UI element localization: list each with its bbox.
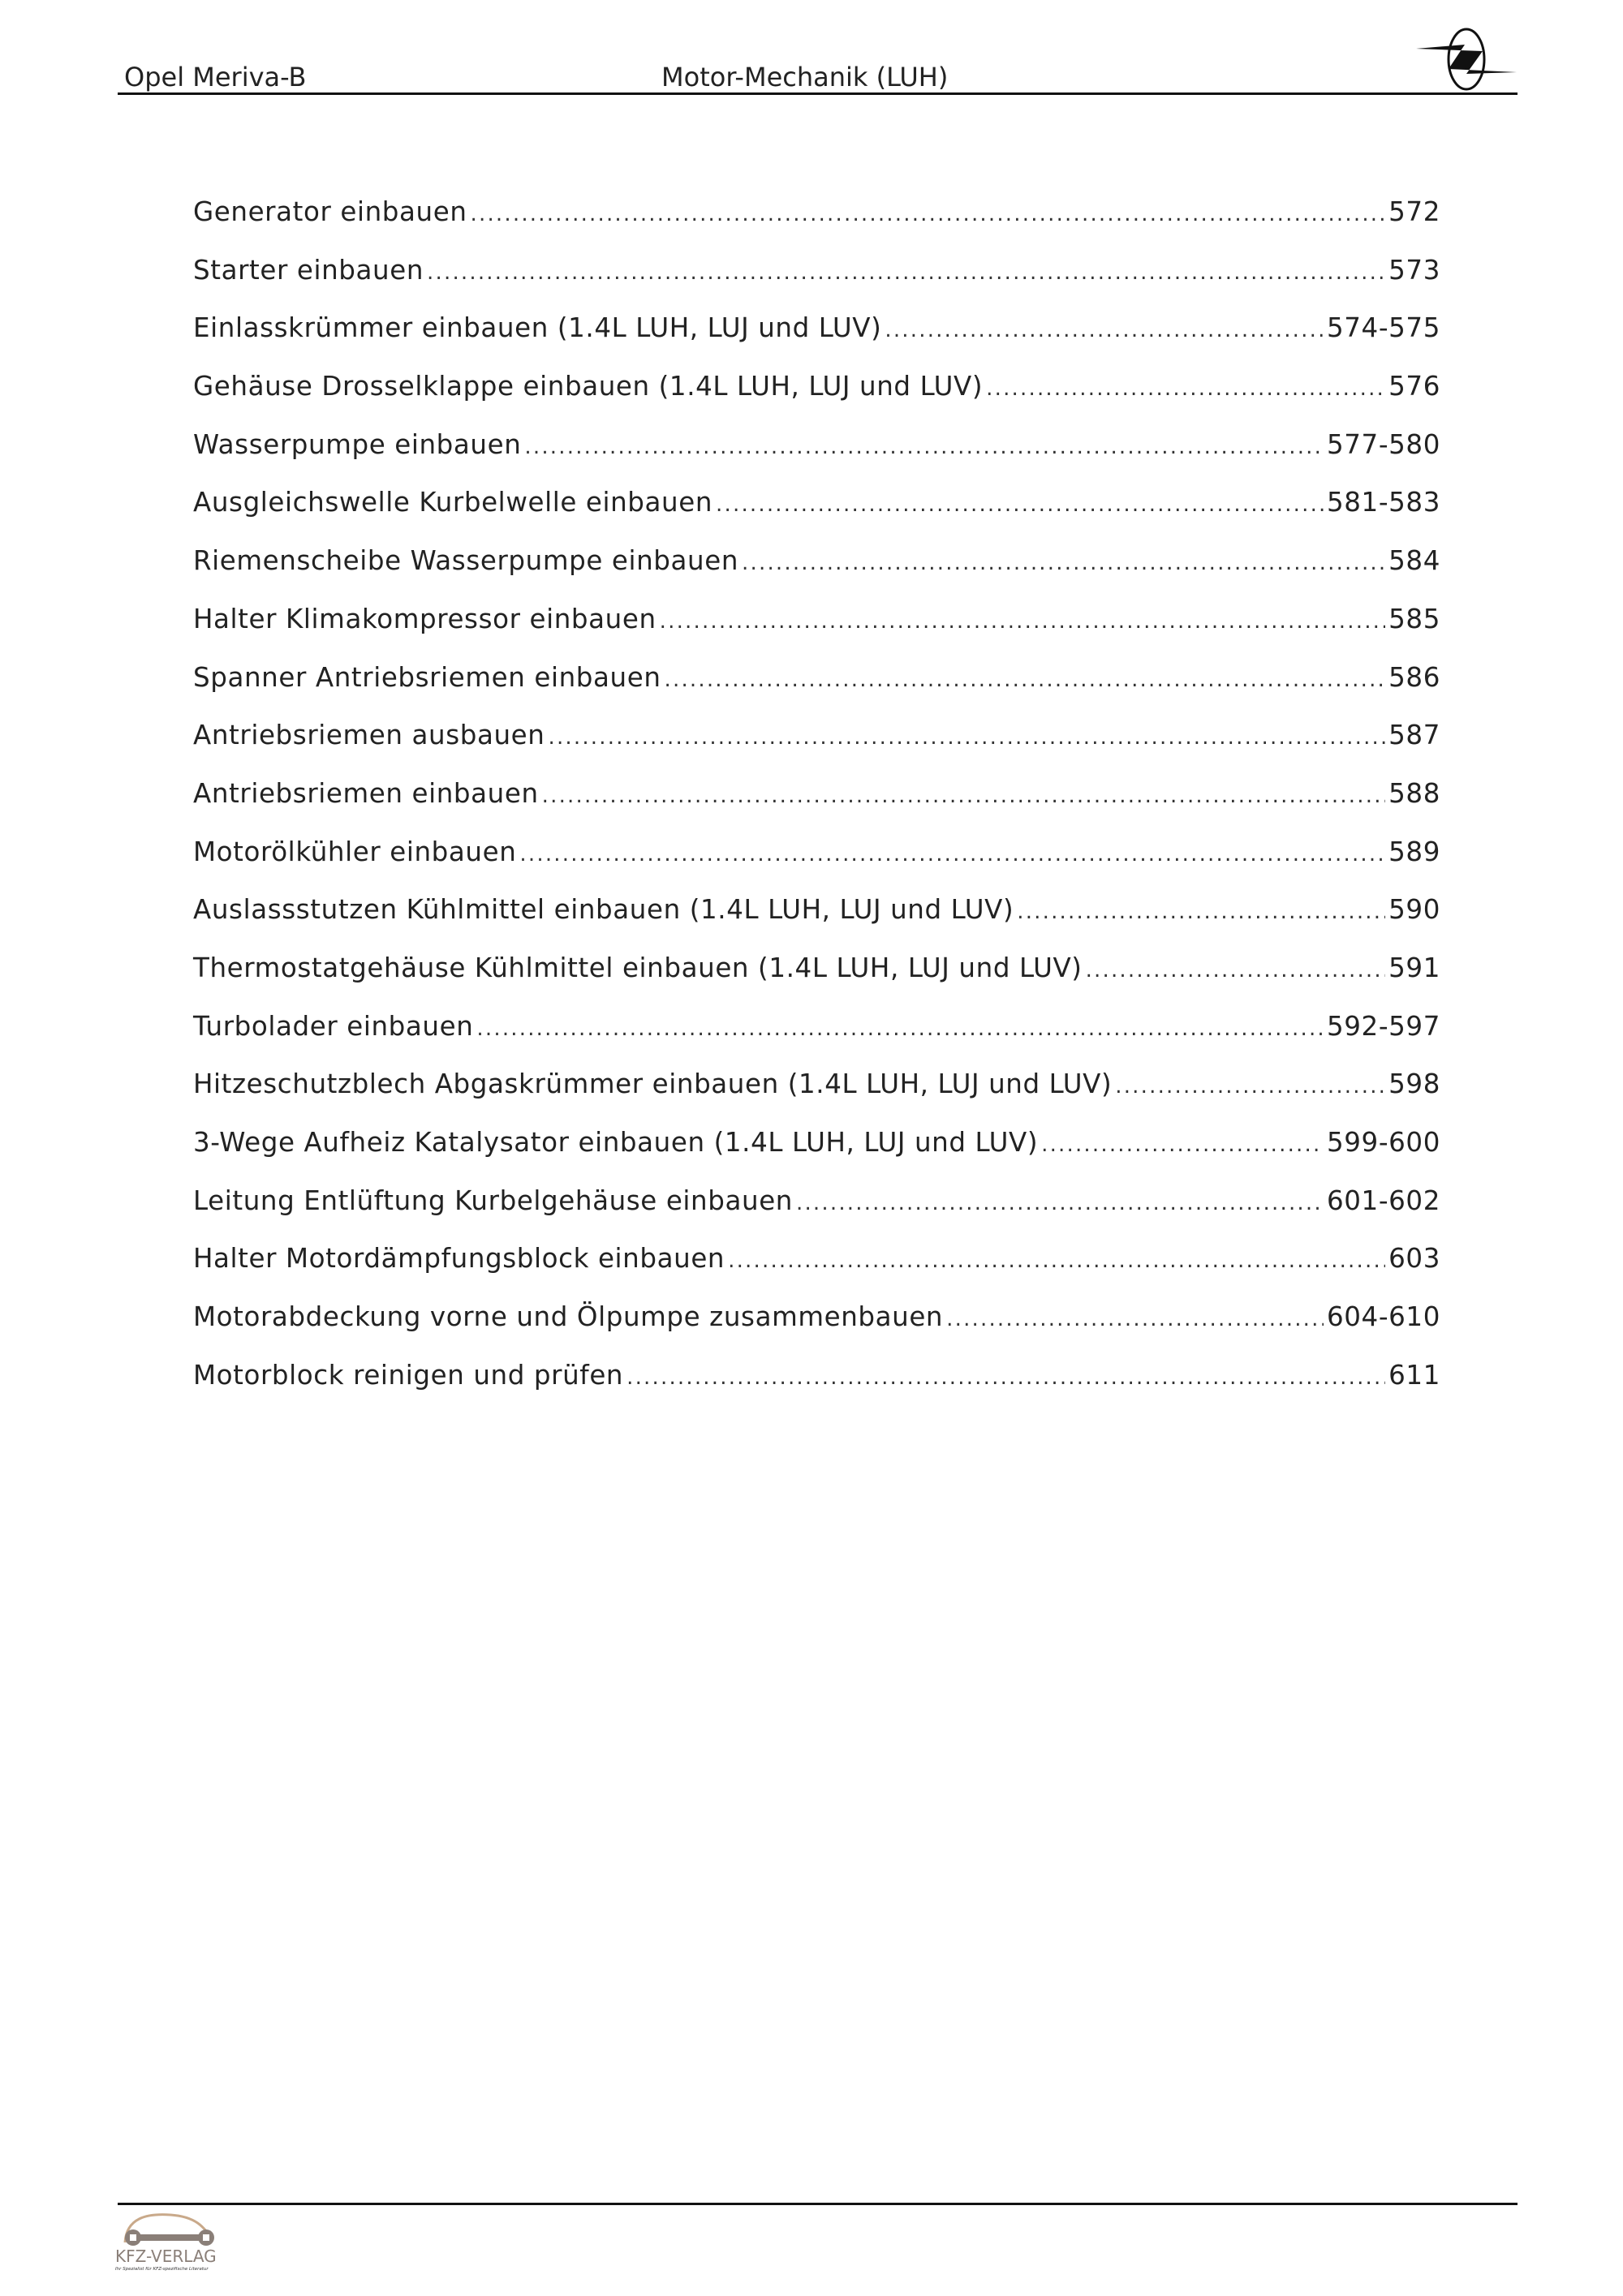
toc-entry-title: Wasserpumpe einbauen [193, 428, 522, 460]
toc-entry[interactable] [193, 823, 1440, 882]
dot-leader [427, 244, 1385, 303]
toc-entry[interactable] [193, 299, 1440, 358]
toc-entry-page: 586 [1388, 661, 1440, 693]
toc-entry[interactable] [193, 591, 1440, 649]
footer-divider [118, 2203, 1518, 2205]
page-header [118, 57, 1518, 94]
opel-logo-icon [1416, 27, 1518, 92]
toc-entry-title: Riemenscheibe Wasserpumpe einbauen [193, 545, 739, 577]
toc-entry[interactable] [193, 358, 1440, 416]
kfz-verlag-logo [114, 2210, 227, 2275]
dot-leader [476, 1000, 1324, 1059]
toc-entry[interactable] [193, 1288, 1440, 1347]
toc-entry-title: Turbolader einbauen [193, 1010, 474, 1042]
toc-entry[interactable] [193, 1230, 1440, 1288]
toc-entry-title: Motorölkühler einbauen [193, 836, 517, 867]
dot-leader [519, 826, 1385, 884]
toc-entry[interactable] [193, 998, 1440, 1056]
dot-leader [548, 709, 1385, 767]
toc-entry-title: Spanner Antriebsriemen einbauen [193, 661, 661, 693]
toc-entry[interactable] [193, 939, 1440, 998]
toc-entry-title: Antriebsriemen einbauen [193, 777, 539, 809]
toc-entry-title: 3-Wege Aufheiz Katalysator einbauen (1.4L LUH, LUJ und LUV) [193, 1127, 1039, 1158]
toc-entry-page: 601-602 [1327, 1185, 1440, 1216]
toc-entry[interactable] [193, 1347, 1440, 1405]
toc-entry-page: 574-575 [1327, 312, 1440, 344]
toc-entry-page: 592-597 [1327, 1010, 1440, 1042]
toc-entry-page: 589 [1388, 836, 1440, 867]
toc-entry-title: Hitzeschutzblech Abgaskrümmer einbauen (1.4L LUH, LUJ und LUV) [193, 1068, 1113, 1100]
toc-entry-title: Motorblock reinigen und prüfen [193, 1359, 624, 1391]
header-vehicle-title: Opel Meriva-B [124, 62, 307, 92]
toc-entry-page: 581-583 [1327, 487, 1440, 518]
dot-leader [796, 1175, 1324, 1233]
toc-entry-title: Starter einbauen [193, 254, 424, 286]
toc-entry-page: 572 [1388, 196, 1440, 227]
toc-entry-page: 587 [1388, 720, 1440, 751]
dot-leader [946, 1291, 1324, 1349]
dot-leader [1086, 942, 1386, 1000]
dot-leader [665, 651, 1386, 710]
dot-leader [728, 1232, 1385, 1291]
toc-entry[interactable] [193, 881, 1440, 939]
toc-entry-title: Gehäuse Drosselklappe einbauen (1.4L LUH, LUJ und LUV) [193, 371, 984, 402]
toc-entry-page: 590 [1388, 894, 1440, 926]
header-divider [118, 92, 1518, 95]
dot-leader [660, 593, 1386, 651]
toc-entry-page: 576 [1388, 371, 1440, 402]
dot-leader [716, 476, 1324, 535]
svg-text:KFZ-VERLAG: KFZ-VERLAG [115, 2247, 217, 2266]
toc-entry-page: 584 [1388, 545, 1440, 577]
dot-leader [885, 302, 1324, 360]
toc-entry-page: 599-600 [1327, 1127, 1440, 1158]
dot-leader [626, 1349, 1385, 1408]
toc-entry[interactable] [193, 765, 1440, 823]
toc-entry[interactable] [193, 1172, 1440, 1231]
toc-entry[interactable] [193, 474, 1440, 532]
toc-entry-page: 603 [1388, 1243, 1440, 1275]
toc-entry[interactable] [193, 416, 1440, 475]
toc-entry-title: Einlasskrümmer einbauen (1.4L LUH, LUJ und LUV) [193, 312, 882, 344]
dot-leader [471, 186, 1386, 244]
toc-entry-title: Halter Motordämpfungsblock einbauen [193, 1243, 725, 1275]
toc-entry-page: 585 [1388, 603, 1440, 634]
table-of-contents [193, 183, 1440, 1404]
toc-entry-page: 573 [1388, 254, 1440, 286]
toc-entry-title: Halter Klimakompressor einbauen [193, 603, 657, 634]
toc-entry-title: Antriebsriemen ausbauen [193, 720, 545, 751]
toc-entry[interactable] [193, 183, 1440, 242]
toc-entry-title: Auslassstutzen Kühlmittel einbauen (1.4L LUH, LUJ und LUV) [193, 894, 1014, 926]
dot-leader [1041, 1116, 1324, 1175]
toc-entry-page: 611 [1388, 1359, 1440, 1391]
toc-entry-page: 588 [1388, 777, 1440, 809]
dot-leader [542, 767, 1386, 826]
toc-entry-title: Thermostatgehäuse Kühlmittel einbauen (1.4L LUH, LUJ und LUV) [193, 952, 1083, 983]
toc-entry-page: 604-610 [1327, 1301, 1440, 1333]
toc-entry-title: Generator einbauen [193, 196, 467, 227]
toc-entry-page: 598 [1388, 1068, 1440, 1100]
toc-entry[interactable] [193, 1114, 1440, 1172]
toc-entry[interactable] [193, 532, 1440, 591]
svg-text:Ihr Spezialist für KFZ-spezifi: Ihr Spezialist für KFZ-spezifische Literatur [115, 2267, 209, 2272]
toc-entry[interactable] [193, 649, 1440, 707]
toc-entry[interactable] [193, 242, 1440, 300]
toc-entry-title: Ausgleichswelle Kurbelwelle einbauen [193, 487, 713, 518]
toc-entry[interactable] [193, 707, 1440, 765]
dot-leader [742, 535, 1385, 593]
dot-leader [986, 360, 1385, 419]
dot-leader [524, 419, 1324, 477]
toc-entry-page: 591 [1388, 952, 1440, 983]
toc-entry-title: Leitung Entlüftung Kurbelgehäuse einbauen [193, 1185, 793, 1216]
header-section-title: Motor-Mechanik (LUH) [661, 62, 949, 92]
toc-entry[interactable] [193, 1056, 1440, 1114]
dot-leader [1115, 1058, 1385, 1116]
toc-entry-page: 577-580 [1327, 428, 1440, 460]
toc-entry-title: Motorabdeckung vorne und Ölpumpe zusammenbauen [193, 1301, 944, 1333]
dot-leader [1017, 884, 1385, 942]
